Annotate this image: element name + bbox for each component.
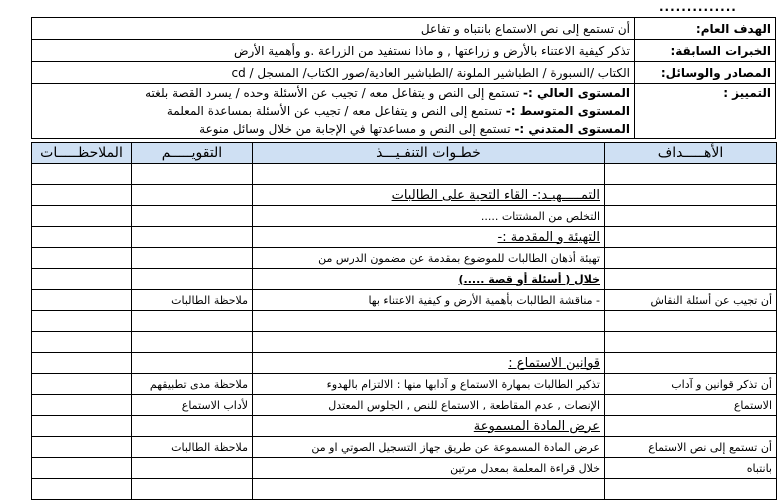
table-row [32,206,777,227]
evaluation-cell [132,290,253,311]
step-cell-text: التخلص من المشتتات ..... [480,209,600,223]
table-row [32,416,777,437]
table-row [32,353,777,374]
notes-cell [32,374,132,395]
step-cell-text: تذكير الطالبات بمهارة الاستماع و آدابها منها : الالتزام بالهدوء [326,377,600,391]
goal-cell-text: أن تجيب عن أسئلة النقاش [650,293,772,307]
step-cell-text: - مناقشة الطالبات بأهمية الأرض و كيفية الاعتناء بها [368,293,600,307]
evaluation-cell [132,227,253,248]
differentiation-label: التمييز : [635,84,776,139]
level-high [36,84,630,102]
step-cell-text: تهيئة أذهان الطالبات للموضوع بمقدمة عن مضمون الدرس من [318,251,600,265]
level-low [36,120,630,138]
goal-cell [605,269,777,290]
notes-cell [32,185,132,206]
plan-body [32,164,777,500]
evaluation-cell [132,395,253,416]
evaluation-cell [132,479,253,500]
info-row-general-goal [32,18,776,40]
notes-cell [32,416,132,437]
goal-cell-text: أن تستمع إلى نص الاستماع [648,440,772,454]
step-cell-text: الإنصات , عدم المقاطعة , الاستماع للنص , الجلوس المعتدل [328,398,600,412]
step-cell-text: قوانين الاستماع : [508,355,600,371]
level-low-name: المستوى المتدني :- [514,122,630,136]
evaluation-cell-text: ملاحظة الطالبات [171,440,248,454]
step-cell [253,185,605,206]
goal-cell [605,374,777,395]
notes-cell [32,227,132,248]
goal-cell-text: بانتباه [746,461,772,475]
info-row-resources [32,62,776,84]
notes-cell [32,437,132,458]
goal-cell [605,437,777,458]
header-notes: الملاحظـــــات [32,143,132,164]
evaluation-cell [132,248,253,269]
table-row [32,437,777,458]
step-cell [253,227,605,248]
step-cell [253,353,605,374]
step-cell [253,311,605,332]
header-steps: خطـوات التنفـيـــذ [253,143,605,164]
step-cell-text: عرض المادة المسموعة عن طريق جهاز التسجيل الصوتي او من [311,440,600,454]
table-row [32,269,777,290]
goal-cell [605,227,777,248]
resources-label: المصادر والوسائل: [635,62,776,84]
evaluation-cell-text: ملاحظة مدى تطبيقهم [149,377,248,391]
table-row [32,164,777,185]
evaluation-cell [132,164,253,185]
notes-cell [32,395,132,416]
goal-cell [605,311,777,332]
step-cell [253,248,605,269]
notes-cell [32,458,132,479]
evaluation-cell [132,185,253,206]
evaluation-cell [132,416,253,437]
info-row-differentiation [32,84,776,139]
step-cell [253,374,605,395]
info-row-prior-knowledge [32,40,776,62]
general-goal-value: أن تستمع إلى نص الاستماع بانتباه و تفاعل [32,18,635,40]
notes-cell [32,311,132,332]
goal-cell-text: الاستماع [733,398,772,412]
differentiation-value [32,84,635,139]
evaluation-cell [132,269,253,290]
step-cell [253,164,605,185]
goal-cell [605,479,777,500]
goal-cell [605,395,777,416]
lesson-info-table [31,17,776,139]
table-row [32,290,777,311]
table-row [32,458,777,479]
step-cell-text: خلال قراءة المعلمة بمعدل مرتين [450,461,600,475]
header-evaluation: التقويـــــم [132,143,253,164]
evaluation-cell [132,206,253,227]
step-cell [253,416,605,437]
notes-cell [32,479,132,500]
notes-cell [32,332,132,353]
top-dots: .............. [659,0,737,14]
resources-value: الكتاب /السبورة / الطباشير الملونة /الطباشير العادية/صور الكتاب/ المسجل / cd [32,62,635,84]
table-row [32,395,777,416]
header-goals: الأهـــــداف [605,143,777,164]
prior-knowledge-label: الخبرات السابقة: [635,40,776,62]
notes-cell [32,269,132,290]
goal-cell [605,248,777,269]
level-mid-text: تستمع إلى النص و يتفاعل معه / تجيب عن الأسئلة بمساعدة المعلمة [166,104,502,118]
evaluation-cell [132,332,253,353]
level-high-text: تستمع إلى النص و يتفاعل معه / تجيب عن الأسئلة وحده / يسرد القصة بلغته [145,86,520,100]
step-cell-text: خلال ( أسئلة أو قصة .....) [458,272,600,286]
general-goal-label: الهدف العام: [635,18,776,40]
goal-cell [605,185,777,206]
evaluation-cell [132,353,253,374]
goal-cell [605,164,777,185]
plan-header-row [32,143,777,164]
step-cell [253,437,605,458]
step-cell [253,458,605,479]
notes-cell [32,206,132,227]
level-mid [36,102,630,120]
evaluation-cell [132,374,253,395]
step-cell-text: عرض المادة المسموعة [473,418,600,434]
evaluation-cell-text: لأداب الاستماع [181,398,248,412]
evaluation-cell [132,437,253,458]
table-row [32,311,777,332]
goal-cell [605,458,777,479]
goal-cell [605,353,777,374]
notes-cell [32,248,132,269]
step-cell [253,269,605,290]
step-cell [253,332,605,353]
table-row [32,374,777,395]
step-cell [253,395,605,416]
table-row [32,227,777,248]
goal-cell [605,290,777,311]
table-row [32,248,777,269]
step-cell-text: التمـــــهيـد:- القاء التحية على الطالبات [391,187,600,203]
notes-cell [32,164,132,185]
evaluation-cell [132,311,253,332]
step-cell [253,290,605,311]
lesson-plan-table [31,142,777,500]
goal-cell-text: أن تذكر قوانين و آداب [671,377,772,391]
goal-cell [605,206,777,227]
notes-cell [32,290,132,311]
step-cell [253,479,605,500]
level-mid-name: المستوى المتوسط :- [505,104,630,118]
notes-cell [32,353,132,374]
evaluation-cell-text: ملاحظة الطالبات [171,293,248,307]
step-cell [253,206,605,227]
goal-cell [605,332,777,353]
table-row [32,332,777,353]
table-row [32,185,777,206]
step-cell-text: التهيئة و المقدمة :- [497,229,600,245]
level-high-name: المستوى العالي :- [523,86,630,100]
level-low-text: تستمع إلى النص و مساعدتها في الإجابة من خلال وسائل منوعة [199,122,511,136]
evaluation-cell [132,458,253,479]
goal-cell [605,416,777,437]
table-row [32,479,777,500]
prior-knowledge-value: تذكر كيفية الاعتناء بالأرض و زراعتها , و ماذا نستفيد من الزراعة .و وأهمية الأرض [32,40,635,62]
